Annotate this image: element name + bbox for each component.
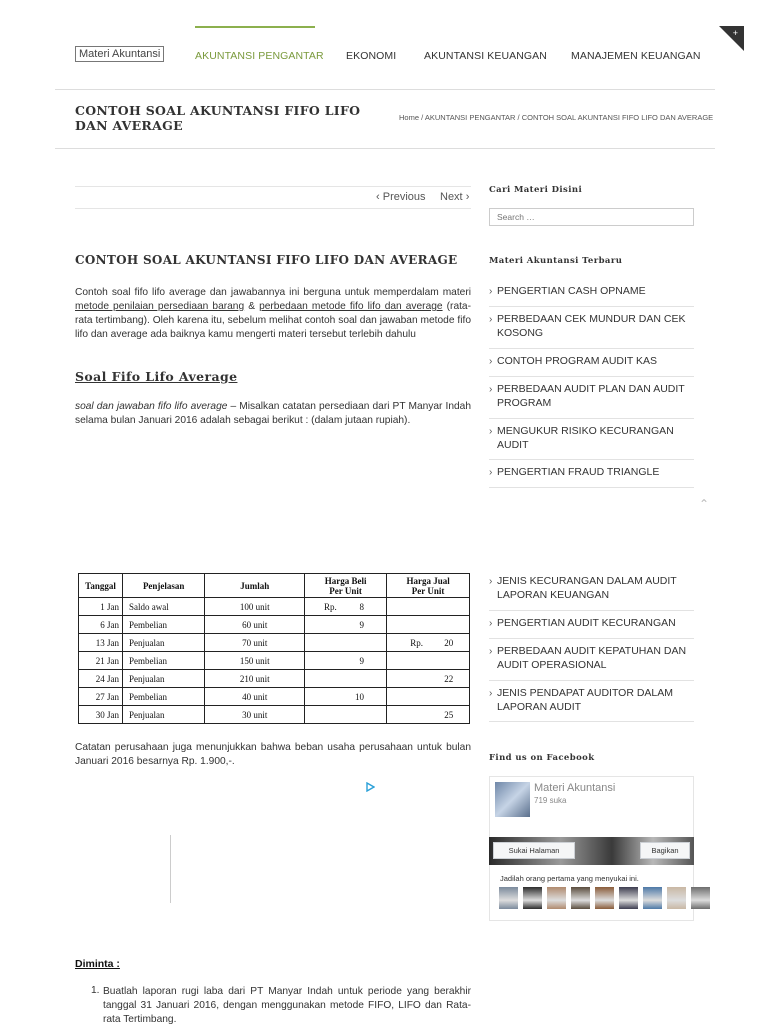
sidebar-post-label: PERBEDAAN CEK MUNDUR DAN CEK KOSONG	[497, 313, 686, 339]
previous-link[interactable]	[376, 191, 426, 203]
breadcrumb	[399, 113, 713, 122]
recent-heading: Materi Akuntansi Terbaru	[489, 256, 623, 266]
breadcrumb-category[interactable]: AKUNTANSI PENGANTAR	[424, 113, 516, 122]
sidebar-post-link[interactable]	[489, 285, 694, 307]
cell-harga-beli-value: 9	[359, 655, 364, 666]
facebook-friend-avatar[interactable]	[619, 887, 638, 909]
nav-active-indicator	[195, 26, 315, 28]
col-harga-beli-line1: Harga Beli	[324, 575, 367, 586]
ad-frame-line	[170, 835, 171, 903]
facebook-page-name[interactable]: Materi Akuntansi	[534, 782, 616, 794]
table-row	[79, 598, 470, 616]
chevron-right-icon: ›	[489, 426, 493, 437]
sidebar-post-link[interactable]	[489, 425, 694, 460]
cell-harga-jual	[387, 688, 470, 706]
cell-harga-beli	[304, 616, 386, 634]
facebook-friend-avatar[interactable]	[571, 887, 590, 909]
cell-harga-beli	[304, 634, 386, 652]
title-divider	[55, 148, 715, 149]
table-row	[79, 688, 470, 706]
facebook-friends-text: Jadilah orang pertama yang menyukai ini.	[500, 874, 639, 883]
page-title: CONTOH SOAL AKUNTANSI FIFO LIFO DAN AVERAGE	[75, 103, 361, 133]
cell-harga-beli	[304, 598, 386, 616]
col-harga-jual-line1: Harga Jual	[406, 575, 450, 586]
search-heading: Cari Materi Disini	[489, 185, 583, 195]
cell-harga-jual-value: 25	[444, 709, 454, 720]
cell-jumlah: 150 unit	[205, 652, 305, 670]
diminta-heading: Diminta :	[75, 958, 120, 970]
corner-toggle[interactable]	[719, 26, 744, 51]
cell-harga-jual-value: 22	[444, 673, 454, 684]
cell-tanggal: 6 Jan	[79, 616, 123, 634]
facebook-friend-avatar[interactable]	[667, 887, 686, 909]
sidebar-post-link[interactable]	[489, 355, 694, 377]
cell-jumlah: 70 unit	[205, 634, 305, 652]
cell-harga-jual	[387, 652, 470, 670]
soal-text: – Misalkan catatan persediaan dari PT Manyar Indah selama bulan Januari 2016 adalah sebagai berikut : (dalam jutaan rupiah).	[75, 401, 471, 426]
sidebar-post-label: JENIS KECURANGAN DALAM AUDIT LAPORAN KEUANGAN	[497, 575, 677, 601]
table-row	[79, 634, 470, 652]
next-label: Next	[440, 191, 463, 203]
sidebar-post-label: CONTOH PROGRAM AUDIT KAS	[497, 355, 658, 367]
cell-harga-jual	[387, 670, 470, 688]
facebook-friend-avatar[interactable]	[595, 887, 614, 909]
facebook-friend-avatar[interactable]	[691, 887, 710, 909]
col-harga-jual	[387, 574, 470, 598]
facebook-share-button[interactable]: Bagikan	[640, 842, 690, 859]
list-item: Buatlah laporan rugi laba dari PT Manyar Indah untuk periode yang berakhir tanggal 31 Januari 2016, dengan menggunakan metode FIFO, LIFO dan Rata-rata Tertimbang.	[103, 986, 471, 1024]
cell-tanggal: 21 Jan	[79, 652, 123, 670]
previous-label: Previous	[382, 191, 426, 203]
cell-harga-jual	[387, 634, 470, 652]
cell-tanggal: 24 Jan	[79, 670, 123, 688]
col-penjelasan: Penjelasan	[122, 574, 204, 598]
chevron-right-icon: ›	[465, 191, 470, 203]
cell-jumlah: 30 unit	[205, 706, 305, 724]
nav-akuntansi-keuangan[interactable]: AKUNTANSI KEUANGAN	[424, 50, 547, 62]
intro-paragraph	[75, 286, 471, 342]
breadcrumb-current: CONTOH SOAL AKUNTANSI FIFO LIFO DAN AVERAGE	[521, 113, 714, 122]
cell-harga-beli-value: 8	[359, 601, 364, 612]
cell-harga-jual-prefix: Rp.	[410, 637, 423, 648]
cell-harga-jual	[387, 598, 470, 616]
sidebar-post-link[interactable]	[489, 645, 694, 681]
nav-manajemen-keuangan[interactable]: MANAJEMEN KEUANGAN	[571, 50, 701, 62]
intro-text: Contoh soal fifo lifo average dan jawabannya ini berguna untuk memperdalam materi	[75, 287, 471, 298]
nav-akuntansi-pengantar[interactable]: AKUNTANSI PENGANTAR	[195, 50, 324, 62]
intro-text-cont: (rata-rata tertimbang). Oleh karena itu, sebelum melihat contoh soal dan jawaban metode fifo lifo dan average ada baiknya kamu mengerti materi tersebut terlebih dahulu	[75, 301, 471, 340]
sidebar-post-label: PERBEDAAN AUDIT PLAN DAN AUDIT PROGRAM	[497, 383, 685, 409]
cell-penjelasan: Penjualan	[122, 670, 204, 688]
cell-harga-beli-value: 10	[354, 691, 364, 702]
sidebar-post-label: MENGUKUR RISIKO KECURANGAN AUDIT	[497, 425, 674, 451]
postnav-bottom-line	[75, 208, 471, 209]
cell-harga-beli-value: 9	[359, 619, 364, 630]
sidebar-post-link[interactable]	[489, 575, 694, 611]
cell-tanggal: 13 Jan	[79, 634, 123, 652]
chevron-right-icon: ›	[489, 646, 493, 657]
sidebar-post-link[interactable]	[489, 687, 694, 722]
chevron-right-icon: ›	[489, 576, 493, 587]
facebook-friend-avatar[interactable]	[547, 887, 566, 909]
soal-paragraph	[75, 400, 471, 428]
article-title: CONTOH SOAL AKUNTANSI FIFO LIFO DAN AVERAGE	[75, 253, 458, 267]
sidebar-post-link[interactable]	[489, 383, 694, 419]
facebook-friend-avatar[interactable]	[499, 887, 518, 909]
facebook-like-button[interactable]: Sukai Halaman	[493, 842, 575, 859]
cell-penjelasan: Penjualan	[122, 706, 204, 724]
cell-harga-jual	[387, 616, 470, 634]
table-row	[79, 652, 470, 670]
cell-harga-jual-value: 20	[444, 637, 454, 648]
cell-jumlah: 60 unit	[205, 616, 305, 634]
cell-penjelasan: Pembelian	[122, 688, 204, 706]
chevron-right-icon: ›	[489, 688, 493, 699]
beban-paragraph: Catatan perusahaan juga menunjukkan bahwa beban usaha perusahaan untuk bulan Januari 2016 besarnya Rp. 1.900,-.	[75, 742, 471, 767]
plus-icon: +	[732, 28, 738, 38]
cell-harga-beli	[304, 652, 386, 670]
cell-penjelasan: Pembelian	[122, 616, 204, 634]
cell-jumlah: 100 unit	[205, 598, 305, 616]
cell-tanggal: 27 Jan	[79, 688, 123, 706]
search-input[interactable]	[489, 208, 694, 226]
scroll-up-icon[interactable]: ⌃	[699, 497, 710, 511]
col-harga-beli	[304, 574, 386, 598]
table-header-row	[79, 574, 470, 598]
breadcrumb-home[interactable]: Home	[399, 113, 420, 122]
cell-tanggal: 1 Jan	[79, 598, 123, 616]
cell-harga-beli	[304, 706, 386, 724]
sidebar-post-label: PENGERTIAN FRAUD TRIANGLE	[497, 466, 660, 478]
col-harga-beli-line2: Per Unit	[329, 585, 362, 596]
cell-penjelasan: Penjualan	[122, 634, 204, 652]
facebook-friend-avatar[interactable]	[523, 887, 542, 909]
sidebar-post-link[interactable]	[489, 313, 694, 349]
cell-jumlah: 210 unit	[205, 670, 305, 688]
sidebar-post-label: PENGERTIAN AUDIT KECURANGAN	[497, 617, 676, 629]
cell-penjelasan: Saldo awal	[122, 598, 204, 616]
cell-harga-beli	[304, 670, 386, 688]
facebook-heading: Find us on Facebook	[489, 753, 595, 763]
sidebar-post-link[interactable]	[489, 617, 694, 639]
table-row	[79, 706, 470, 724]
ampersand-text: &	[244, 301, 260, 312]
site-logo[interactable]: Materi Akuntansi	[75, 46, 164, 62]
chevron-left-icon: ‹	[376, 191, 380, 203]
cell-harga-jual	[387, 706, 470, 724]
table-row	[79, 670, 470, 688]
sidebar-post-label: PENGERTIAN CASH OPNAME	[497, 285, 646, 297]
cell-jumlah: 40 unit	[205, 688, 305, 706]
link-metode-penilaian[interactable]: metode penilaian persediaan barang	[75, 301, 245, 312]
cell-tanggal: 30 Jan	[79, 706, 123, 724]
inventory-table	[78, 573, 470, 724]
table-row	[79, 616, 470, 634]
chevron-right-icon: ›	[489, 356, 493, 367]
soal-italic: soal dan jawaban fifo lifo average	[75, 401, 228, 412]
col-harga-jual-line2: Per Unit	[411, 585, 445, 596]
chevron-right-icon: ›	[489, 618, 493, 629]
sidebar-post-link[interactable]	[489, 466, 694, 488]
chevron-right-icon: ›	[489, 384, 493, 395]
breadcrumb-separator: /	[517, 113, 520, 122]
cell-harga-beli-prefix: Rp.	[323, 601, 337, 612]
header-divider	[55, 89, 715, 90]
nav-ekonomi[interactable]: EKONOMI	[346, 50, 397, 62]
sidebar-post-label: JENIS PENDAPAT AUDITOR DALAM LAPORAN AUDIT	[497, 687, 674, 713]
cell-penjelasan: Pembelian	[122, 652, 204, 670]
next-link[interactable]	[440, 191, 469, 203]
ad-choices-icon[interactable]	[365, 782, 375, 792]
link-perbedaan-metode[interactable]: perbedaan metode fifo lifo dan average	[259, 301, 443, 312]
chevron-right-icon: ›	[489, 467, 493, 478]
chevron-right-icon: ›	[489, 314, 493, 325]
postnav-top-line	[75, 186, 471, 187]
section-heading: Soal Fifo Lifo Average	[75, 369, 238, 384]
breadcrumb-separator: /	[421, 113, 424, 122]
list-number: 1.	[91, 985, 100, 996]
facebook-like-count: 719 suka	[534, 796, 567, 805]
sidebar-post-label: PERBEDAAN AUDIT KEPATUHAN DAN AUDIT OPERASIONAL	[497, 645, 687, 671]
col-tanggal: Tanggal	[79, 574, 123, 598]
facebook-friend-avatar[interactable]	[643, 887, 662, 909]
cell-harga-beli	[304, 688, 386, 706]
facebook-page-thumbnail[interactable]	[495, 782, 530, 817]
chevron-right-icon: ›	[489, 286, 493, 297]
col-jumlah: Jumlah	[205, 574, 305, 598]
